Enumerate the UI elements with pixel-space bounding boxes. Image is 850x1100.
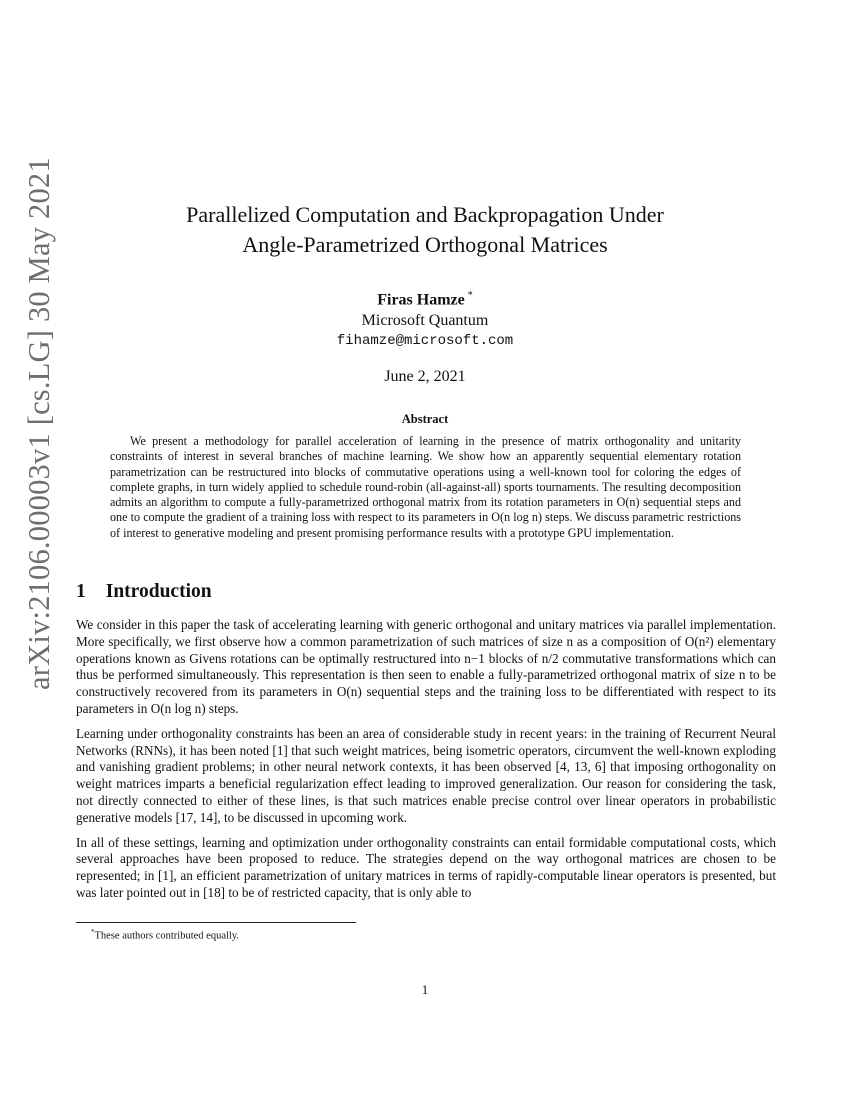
abstract-heading: Abstract [401, 412, 449, 426]
footnote [91, 928, 239, 942]
footnote-mark: * [91, 928, 95, 936]
author-name: Firas Hamze [377, 291, 465, 309]
footnote-rule [76, 922, 356, 923]
page-number: 1 [421, 982, 429, 997]
arxiv-identifier: arXiv:2106.00003v1 [cs.LG] 30 May 2021 [22, 157, 56, 690]
paper-title [0, 200, 850, 260]
author-affiliation: Microsoft Quantum [361, 312, 489, 330]
paragraph-2: Learning under orthogonality constraints has been an area of considerable study in recent years: in the training of Recurrent Neural Networks (RNNs), it has been noted [1] that such weight matrices, being isometric operators, circumvent the well-known exploding and vanishing gradient problems; in other neural network contexts, it has been observed [4, 13, 6] that imposing orthogonality on weight matrices imparts a beneficial regularization effect leading to improved generalization. Our reason for considering the task, not directly connected to either of these lines, is that such matrices enable precise control over linear operators in probabilistic generative models [17, 14], to be discussed in upcoming work. [76, 725, 776, 825]
title-line-2: Angle-Parametrized Orthogonal Matrices [242, 232, 608, 257]
author-footnote-mark: * [467, 290, 473, 301]
title-line-1: Parallelized Computation and Backpropagation Under [186, 202, 664, 227]
paragraph-1: We consider in this paper the task of accelerating learning with generic orthogonal and unitary matrices via parallel implementation. More specifically, we first observe how a common parametrization of such matrices of size n as a composition of O(n²) elementary operations known as Givens rotations can be optimally restructured into n−1 blocks of n/2 commutative transformations which can thus be performed simultaneously. This representation is then seen to enable a fully-parametrized orthogonal matrix of size n to be constructively recovered from its parameters in O(n) sequential steps and the training loss to be differentiated with respect to its parameters in O(n log n) steps. [76, 617, 776, 716]
paragraph-3: In all of these settings, learning and optimization under orthogonality constraints can entail formidable computational costs, which several approaches have been proposed to reduce. The strategies depend on the way orthogonal matrices are chosen to be represented; in [1], an efficient parametrization of unitary matrices in terms of rapidly-computable linear operators is presented, but was later pointed out in [18] to be of restricted capacity, that is only able to [76, 834, 776, 900]
section-heading [76, 581, 212, 603]
footnote-text: These authors contributed equally. [94, 930, 240, 942]
body-text [76, 617, 776, 910]
section-title: Introduction [105, 581, 212, 602]
author-block [0, 285, 850, 352]
paper-date: June 2, 2021 [384, 368, 466, 385]
section-number: 1 [76, 581, 86, 602]
abstract-text: We present a methodology for parallel acceleration of learning in the presence of matrix orthogonality and unitarity constraints of interest in several branches of machine learning. We show how an apparently sequential elementary rotation parametrization can be restructured into blocks of commutative operations using a well-known tool for coloring the edges of complete graphs, in turn widely applied to schedule round-robin (all-against-all) sports tournaments. The resulting decomposition admits an algorithm to compute a fully-parametrized orthogonal matrix from its rotation parameters in O(n) sequential steps and one to compute the gradient of a training loss with respect to its parameters in O(n log n) steps. We discuss parametric restrictions of interest to generative modeling and present promising performance results with a prototype GPU implementation. [110, 434, 741, 540]
author-email: fihamze@microsoft.com [336, 333, 514, 350]
